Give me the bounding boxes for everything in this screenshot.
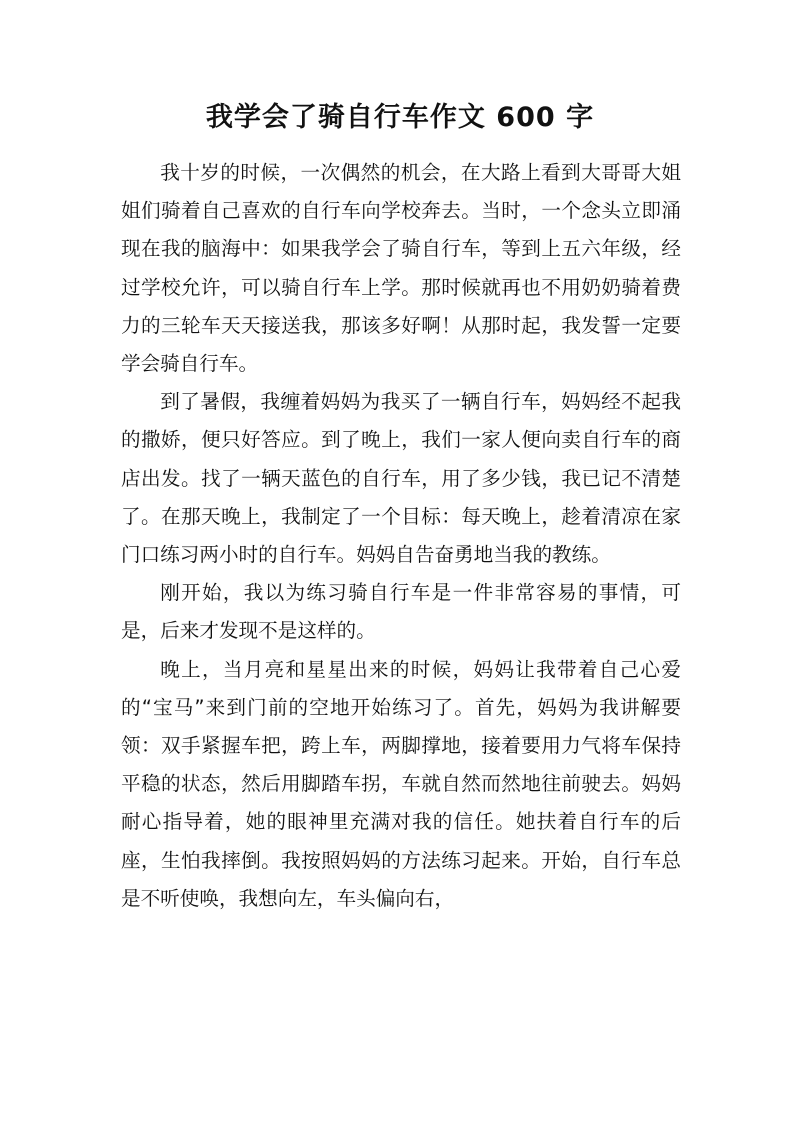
paragraph-1: 我十岁的时候，一次偶然的机会，在大路上看到大哥哥大姐姐们骑着自己喜欢的自行车向学校奔去。当时，一个念头立即涌现在我的脑海中：如果我学会了骑自行车，等到上五六年级，经过学校允许，可以骑自行车上学。那时候就再也不用奶奶骑着费力的三轮车天天接送我，那该多好啊！从那时起，我发誓一定要学会骑自行车。 bbox=[121, 161, 681, 376]
paragraph-2: 到了暑假，我缠着妈妈为我买了一辆自行车，妈妈经不起我的撒娇，便只好答应。到了晚上，我们一家人便向卖自行车的商店出发。找了一辆天蓝色的自行车，用了多少钱，我已记不清楚了。在那天晚上，我制定了一个目标：每天晚上，趁着清凉在家门口练习两小时的自行车。妈妈自告奋勇地当我的教练。 bbox=[121, 390, 681, 567]
page-title: 我学会了骑自行车作文 600 字 bbox=[205, 102, 595, 133]
paragraph-3: 刚开始，我以为练习骑自行车是一件非常容易的事情，可是，后来才发现不是这样的。 bbox=[121, 581, 681, 643]
paragraph-4: 晚上，当月亮和星星出来的时候，妈妈让我带着自己心爱的“宝马”来到门前的空地开始练习了。首先，妈妈为我讲解要领：双手紧握车把，跨上车，两脚撑地，接着要用力气将车保持平稳的状态，然后用脚踏车拐，车就自然而然地往前驶去。妈妈耐心指导着，她的眼神里充满对我的信任。她扶着自行车的后座，生怕我摔倒。我按照妈妈的方法练习起来。开始，自行车总是不听使唤，我想向左，车头偏向右， bbox=[121, 657, 681, 910]
essay-body bbox=[121, 154, 681, 918]
